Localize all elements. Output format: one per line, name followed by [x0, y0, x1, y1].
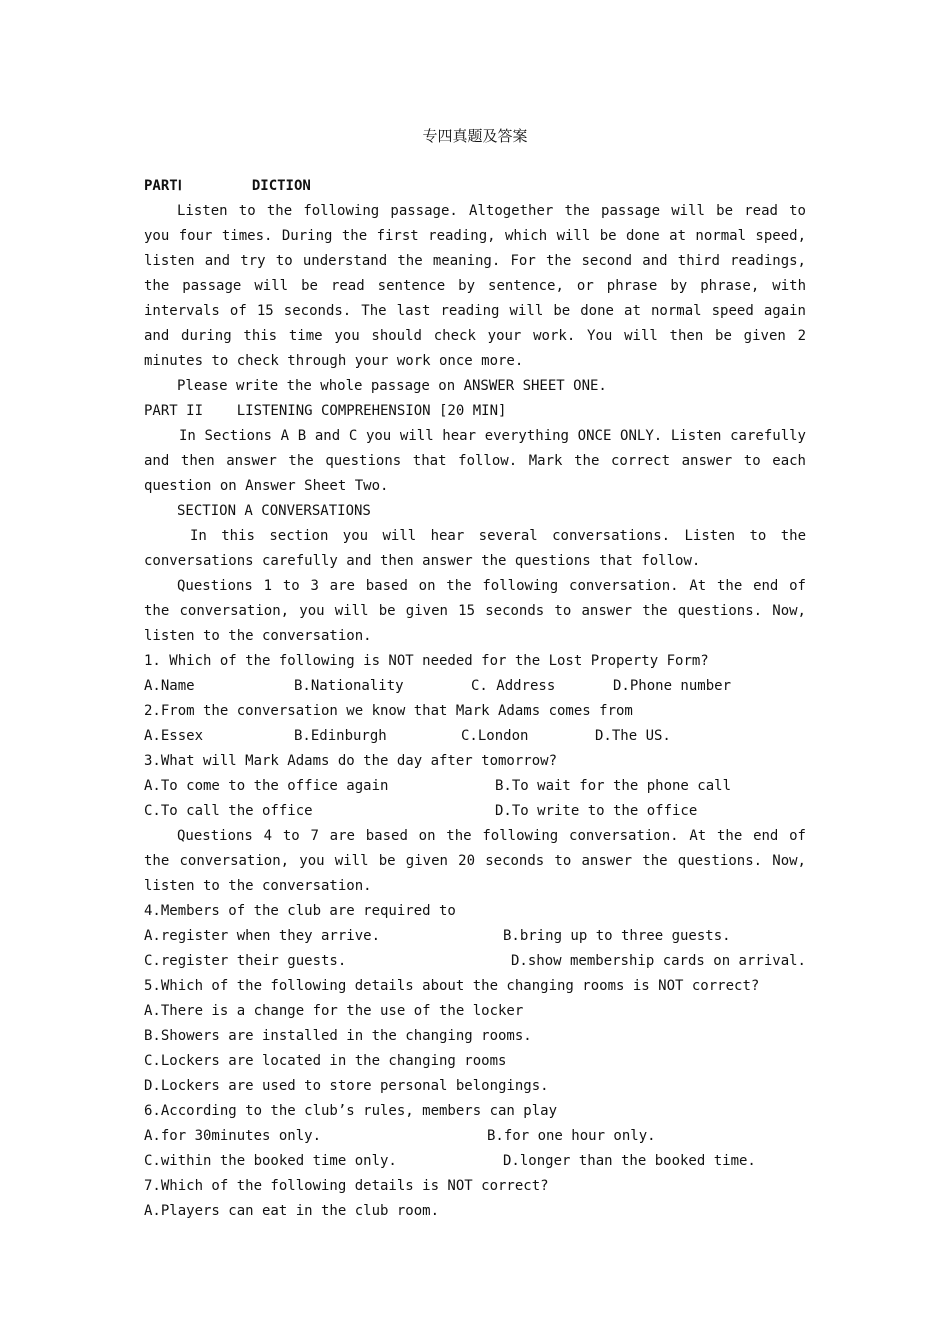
section-a-intro-1: Questions 1 to 3 are based on the following conversation. At the end of the conversation, you will be given 15 seconds to answer the questions. Now, listen to the conversation. [144, 578, 806, 644]
question-4: 4.Members of the club are required to [144, 903, 456, 919]
question-3-options-row2 [144, 799, 806, 824]
section-a-instructions: In this section you will hear several conversations. Listen to the conversations carefully and then answer the questions that follow. [144, 528, 806, 569]
part1-note: Please write the whole passage on ANSWER SHEET ONE. [177, 378, 607, 394]
part2-instructions: In Sections A B and C you will hear everything ONCE ONLY. Listen carefully and then answer the questions that follow. Mark the correct answer to each question on Answer Sheet Two. [144, 428, 806, 494]
q1-option-a: A.Name [144, 678, 195, 694]
question-7: 7.Which of the following details is NOT correct? [144, 1178, 549, 1194]
question-4-options-row2 [144, 949, 806, 974]
q3-option-a: A.To come to the office again [144, 778, 389, 794]
question-6: 6.According to the club’s rules, members can play [144, 1103, 558, 1119]
section-a-heading: SECTION A CONVERSATIONS [177, 503, 371, 519]
q3-option-c: C.To call the office [144, 803, 313, 819]
q2-option-a: A.Essex [144, 728, 204, 744]
q1-option-c: C. Address [471, 678, 556, 694]
question-2-options [144, 724, 806, 749]
question-6-options-row2 [144, 1149, 806, 1174]
question-3-options-row1 [144, 774, 806, 799]
q7-option-a: A.Players can eat in the club room. [144, 1203, 440, 1219]
q3-option-d: D.To write to the office [495, 803, 698, 819]
q4-option-c: C.register their guests. [144, 953, 347, 969]
q6-option-b: B.for one hour only. [487, 1128, 656, 1144]
q6-option-d: D.longer than the booked time. [503, 1153, 756, 1169]
question-3: 3.What will Mark Adams do the day after tomorrow? [144, 753, 558, 769]
q6-option-a: A.for 30minutes only. [144, 1128, 322, 1144]
q5-option-b: B.Showers are installed in the changing rooms. [144, 1028, 532, 1044]
part1-heading [144, 174, 806, 199]
question-1-options [144, 674, 806, 699]
part2-heading: PART II LISTENING COMPREHENSION [20 MIN] [144, 403, 507, 419]
q4-option-b: B.bring up to three guests. [503, 928, 731, 944]
q4-option-d: D.show membership cards on arrival. [510, 953, 806, 969]
q2-option-b: B.Edinburgh [294, 728, 387, 744]
q2-option-c: C.London [461, 728, 529, 744]
part1-label: PARTⅠ [144, 178, 182, 194]
question-6-options-row1 [144, 1124, 806, 1149]
q1-option-b: B.Nationality [294, 678, 404, 694]
q6-option-c: C.within the booked time only. [144, 1153, 397, 1169]
q5-option-c: C.Lockers are located in the changing rooms [144, 1053, 507, 1069]
q1-option-d: D.Phone number [613, 678, 732, 694]
question-2: 2.From the conversation we know that Mark Adams comes from [144, 703, 633, 719]
document-body [144, 174, 806, 1224]
q2-option-d: D.The US. [595, 728, 671, 744]
question-4-options-row1 [144, 924, 806, 949]
section-a-intro-2: Questions 4 to 7 are based on the following conversation. At the end of the conversation, you will be given 20 seconds to answer the questions. Now, listen to the conversation. [144, 828, 806, 894]
part1-name: DICTION [251, 178, 311, 194]
part1-instructions: Listen to the following passage. Altogether the passage will be read to you four times. During the first reading, which will be done at normal speed, listen and try to understand the meaning. For the second and third readings, the passage will be read sentence by sentence, or phrase by phrase, with intervals of 15 seconds. The last reading will be done at normal speed again and during this time you should check your work. You will then be given 2 minutes to check through your work once more. [144, 203, 806, 369]
q3-option-b: B.To wait for the phone call [495, 778, 732, 794]
question-1: 1. Which of the following is NOT needed for the Lost Property Form? [144, 653, 709, 669]
document-title: 专四真题及答案 [422, 127, 528, 145]
q5-option-d: D.Lockers are used to store personal belongings. [144, 1078, 549, 1094]
q5-option-a: A.There is a change for the use of the locker [144, 1003, 524, 1019]
question-5: 5.Which of the following details about the changing rooms is NOT correct? [144, 978, 760, 994]
q4-option-a: A.register when they arrive. [144, 928, 381, 944]
